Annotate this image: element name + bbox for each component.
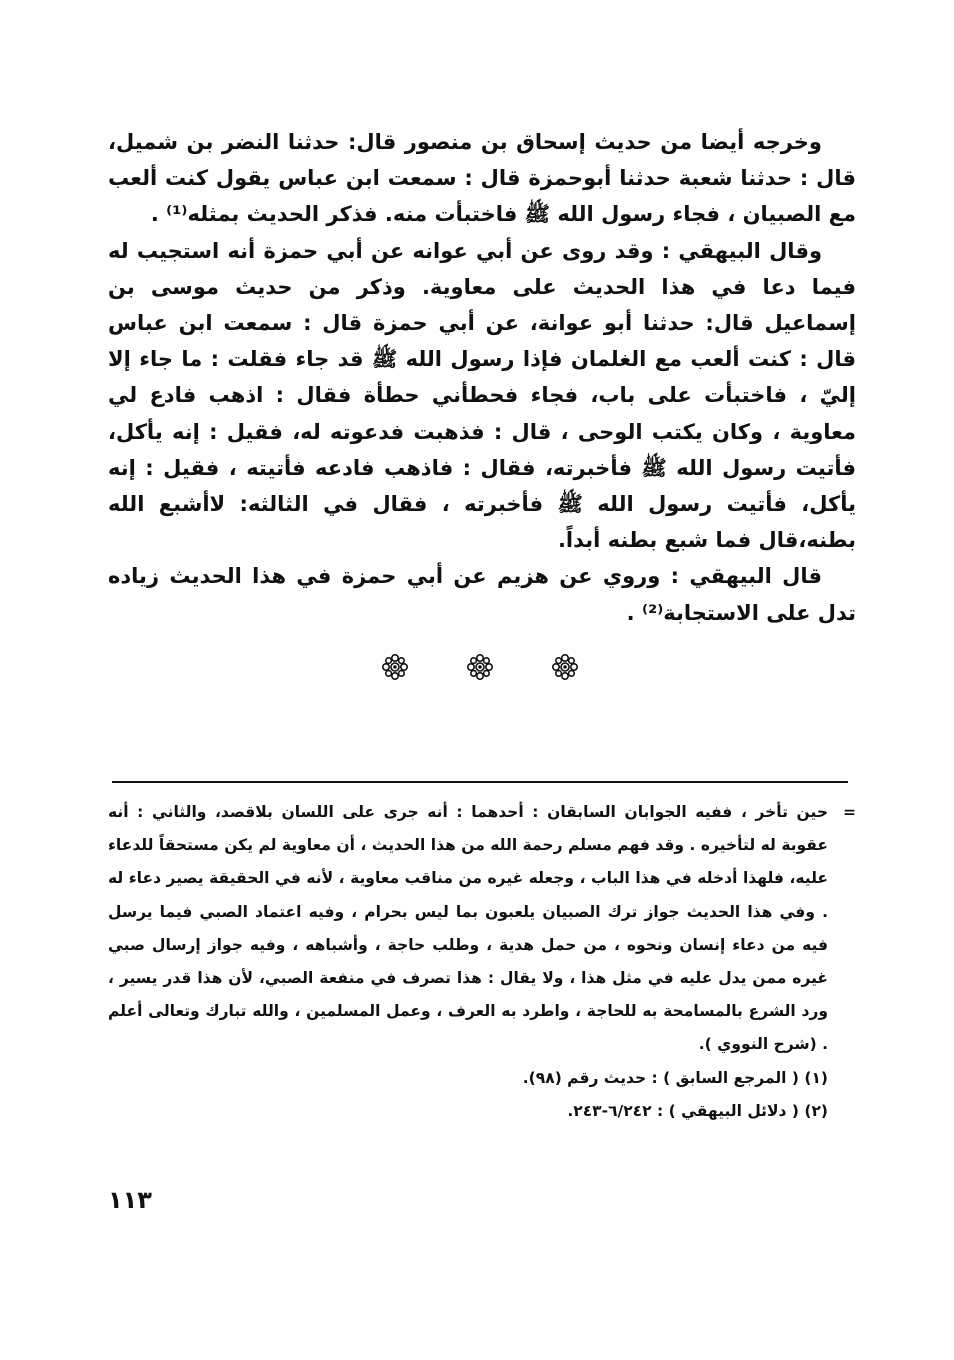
footnote-1: (١) ( المرجع السابق ) : حديث رقم (٩٨).: [522, 1068, 828, 1087]
footnote-separator-rule: [112, 781, 848, 783]
footnote-continuation: [108, 796, 856, 1062]
page-number: ١١٣: [108, 1186, 152, 1214]
footnote-continuation-text: حين تأخر ، ففيه الجوابان السابقان : أحدهما : أنه جرى على اللسان بلاقصد، والثاني : أنه عقوبة له لتأخيره . وقد فهم مسلم رحمة الله من هذا الحديث ، أن معاوية لم يكن مستحقاً للدعاء عليه، فلهذا أدخله في هذا الباب ، وجعله غيره من مناقب معاوية ، لأنه في الحقيقة يصير دعاء له . وفي هذا الحديث جواز ترك الصبيان يلعبون بما ليس بحرام ، وفيه اعتماد الصبي فيما يرسل فيه من دعاء إنسان ونحوه ، من حمل هدية ، وطلب حاجة ، وأشباهه ، وفيه جواز إرسال صبي غيره ممن يدل عليه في مثل هذا ، ولا يقال : هذا تصرف في منفعة الصبي، لأن هذا قدر يسير ، ورد الشرع بالمسامحة به للحاجة ، واطرد به العرف ، وعمل المسلمين ، والله تبارك وتعالى أعلم . (شرح النووي ).: [108, 803, 828, 1054]
paragraph: قال البيهقي : وروي عن هزيم عن أبي حمزة في هذا الحديث زياده تدل على الاستجابة⁽²⁾ .: [108, 564, 856, 625]
section-divider-ornaments: [380, 652, 580, 682]
main-text: [108, 124, 856, 631]
paragraph: وخرجه أيضا من حديث إسحاق بن منصور قال: حدثنا النضر بن شميل، قال : حدثنا شعبة حدثنا أبوحمزة قال : سمعت ابن عباس يقول كنت ألعب مع الصبيان ، فجاء رسول الله ﷺ فاختبأت منه. فذكر الحديث بمثله⁽¹⁾ .: [108, 130, 856, 227]
footnotes: [108, 796, 856, 1128]
floral-rosette-icon: [465, 652, 495, 682]
paragraph: وقال البيهقي : وقد روى عن أبي عوانه عن أبي حمزة أنه استجيب له فيما دعا في هذا الحديث على معاوية. وذكر من حديث موسى بن إسماعيل قال: حدثنا أبو عوانة، عن أبي حمزة قال : سمعت ابن عباس قال : كنت ألعب مع الغلمان فإذا رسول الله ﷺ قد جاء فقلت : ما جاء إلا إليّ ، فاختبأت على باب، فجاء فحطأني حطأة فقال : اذهب فادع لي معاوية ، وكان يكتب الوحى ، قال : فذهبت فدعوته له، فقيل : إنه يأكل، فأتيت رسول الله ﷺ فأخبرته، فقال : فاذهب فادعه فأتيته ، فقيل : إنه يأكل، فأتيت رسول الله ﷺ فأخبرته ، فقال في الثالثه: لاأشبع الله بطنه،قال فما شبع بطنه أبداً.: [108, 238, 856, 553]
continuation-marker: =: [843, 803, 856, 821]
footnote-2: (٢) ( دلائل البيهقي ) : ٦/٢٤٢-٢٤٣.: [567, 1101, 828, 1120]
floral-rosette-icon: [550, 652, 580, 682]
floral-rosette-icon: [380, 652, 410, 682]
